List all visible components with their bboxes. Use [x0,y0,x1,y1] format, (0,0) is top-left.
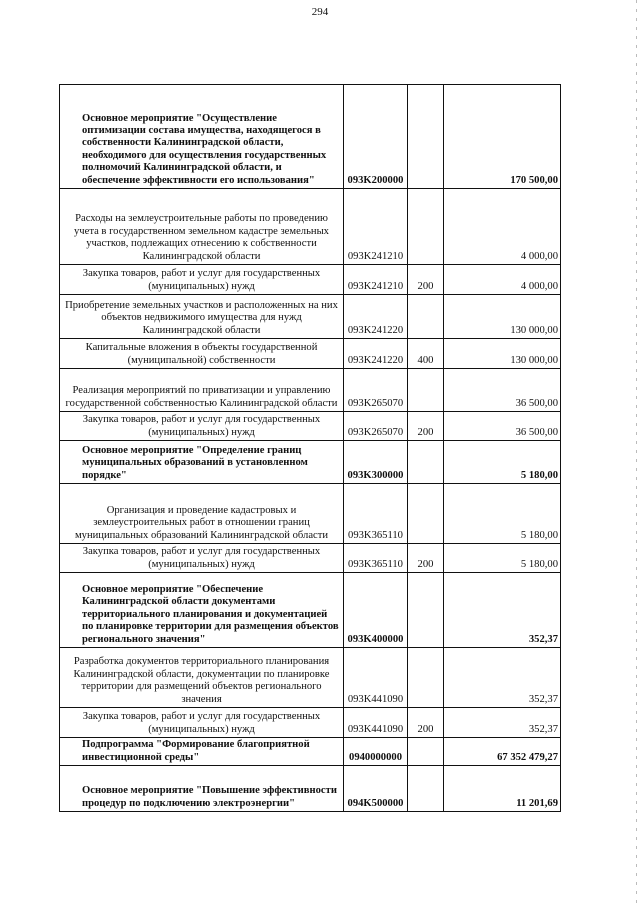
row-code: 094K500000 [344,766,408,812]
row-type: 200 [408,412,444,441]
table-row [60,544,561,573]
row-name: Организация и проведение кадастровых и землеустроительных работ в отношении границ муниципальных образований Калининградской области [60,484,344,544]
row-sum: 352,37 [444,648,561,708]
row-type [408,441,444,484]
table-row [60,738,561,766]
row-name: Реализация мероприятий по приватизации и управлению государственной собственностью Калининградской области [60,369,344,412]
table-row [60,295,561,339]
row-type [408,738,444,766]
row-code: 093K265070 [344,412,408,441]
row-type [408,573,444,648]
row-type [408,85,444,189]
row-code: 093K441090 [344,708,408,738]
row-sum: 170 500,00 [444,85,561,189]
table-row [60,85,561,189]
table-row [60,766,561,812]
row-name: Приобретение земельных участков и расположенных на них объектов недвижимого имущества для нужд Калининградской области [60,295,344,339]
row-sum: 11 201,69 [444,766,561,812]
table-row [60,484,561,544]
row-sum: 352,37 [444,708,561,738]
table-row [60,573,561,648]
row-type [408,295,444,339]
row-code: 093K265070 [344,369,408,412]
row-code: 093K400000 [344,573,408,648]
row-name: Основное мероприятие "Повышение эффективности процедур по подключению электроэнергии" [60,766,344,812]
table-row [60,648,561,708]
row-code: 0940000000 [344,738,408,766]
row-sum: 4 000,00 [444,265,561,295]
row-name: Закупка товаров, работ и услуг для государственных (муниципальных) нужд [60,544,344,573]
page-number: 294 [311,6,329,18]
row-name: Разработка документов территориального планирования Калининградской области, документации по планировке территории для размещений объектов регионального значения [60,648,344,708]
table-row [60,369,561,412]
row-type [408,648,444,708]
row-name: Закупка товаров, работ и услуг для государственных (муниципальных) нужд [60,708,344,738]
row-code: 093K241210 [344,265,408,295]
row-type [408,766,444,812]
row-code: 093K241210 [344,189,408,265]
row-type: 200 [408,544,444,573]
row-name: Капитальные вложения в объекты государственной (муниципальной) собственности [60,339,344,369]
row-sum: 36 500,00 [444,369,561,412]
page-edge-mark [636,0,637,905]
row-sum: 4 000,00 [444,189,561,265]
row-type [408,369,444,412]
row-sum: 5 180,00 [444,484,561,544]
row-type [408,484,444,544]
row-name: Закупка товаров, работ и услуг для государственных (муниципальных) нужд [60,265,344,295]
table-row [60,265,561,295]
row-type: 200 [408,265,444,295]
row-code: 093K200000 [344,85,408,189]
row-code: 093K441090 [344,648,408,708]
table-row [60,412,561,441]
row-name: Основное мероприятие "Обеспечение Калининградской области документами территориального планирования и документацией по планировке территории для размещения объектов регионального значения" [60,573,344,648]
row-sum: 130 000,00 [444,295,561,339]
row-sum: 67 352 479,27 [444,738,561,766]
row-code: 093K365110 [344,484,408,544]
table-row [60,189,561,265]
row-sum: 130 000,00 [444,339,561,369]
row-name: Основное мероприятие "Осуществление оптимизации состава имущества, находящегося в собственности Калининградской области, необходимого для осуществления государственных полномочий Калининградской области, и обеспечение эффективности его использования" [60,85,344,189]
row-code: 093K241220 [344,295,408,339]
row-sum: 36 500,00 [444,412,561,441]
row-type: 400 [408,339,444,369]
table-row [60,339,561,369]
row-sum: 352,37 [444,573,561,648]
table-row [60,441,561,484]
row-type [408,189,444,265]
row-code: 093K300000 [344,441,408,484]
budget-table-body [60,85,561,812]
row-type: 200 [408,708,444,738]
row-name: Закупка товаров, работ и услуг для государственных (муниципальных) нужд [60,412,344,441]
row-code: 093K241220 [344,339,408,369]
row-code: 093K365110 [344,544,408,573]
row-name: Основное мероприятие "Определение границ муниципальных образований в установленном порядке" [60,441,344,484]
row-sum: 5 180,00 [444,544,561,573]
row-sum: 5 180,00 [444,441,561,484]
table-row [60,708,561,738]
budget-table [59,84,561,812]
row-name: Подпрограмма "Формирование благоприятной инвестиционной среды" [60,738,344,766]
row-name: Расходы на землеустроительные работы по проведению учета в государственном земельном кадастре земельных участков, подлежащих отнесению к собственности Калининградской области [60,189,344,265]
